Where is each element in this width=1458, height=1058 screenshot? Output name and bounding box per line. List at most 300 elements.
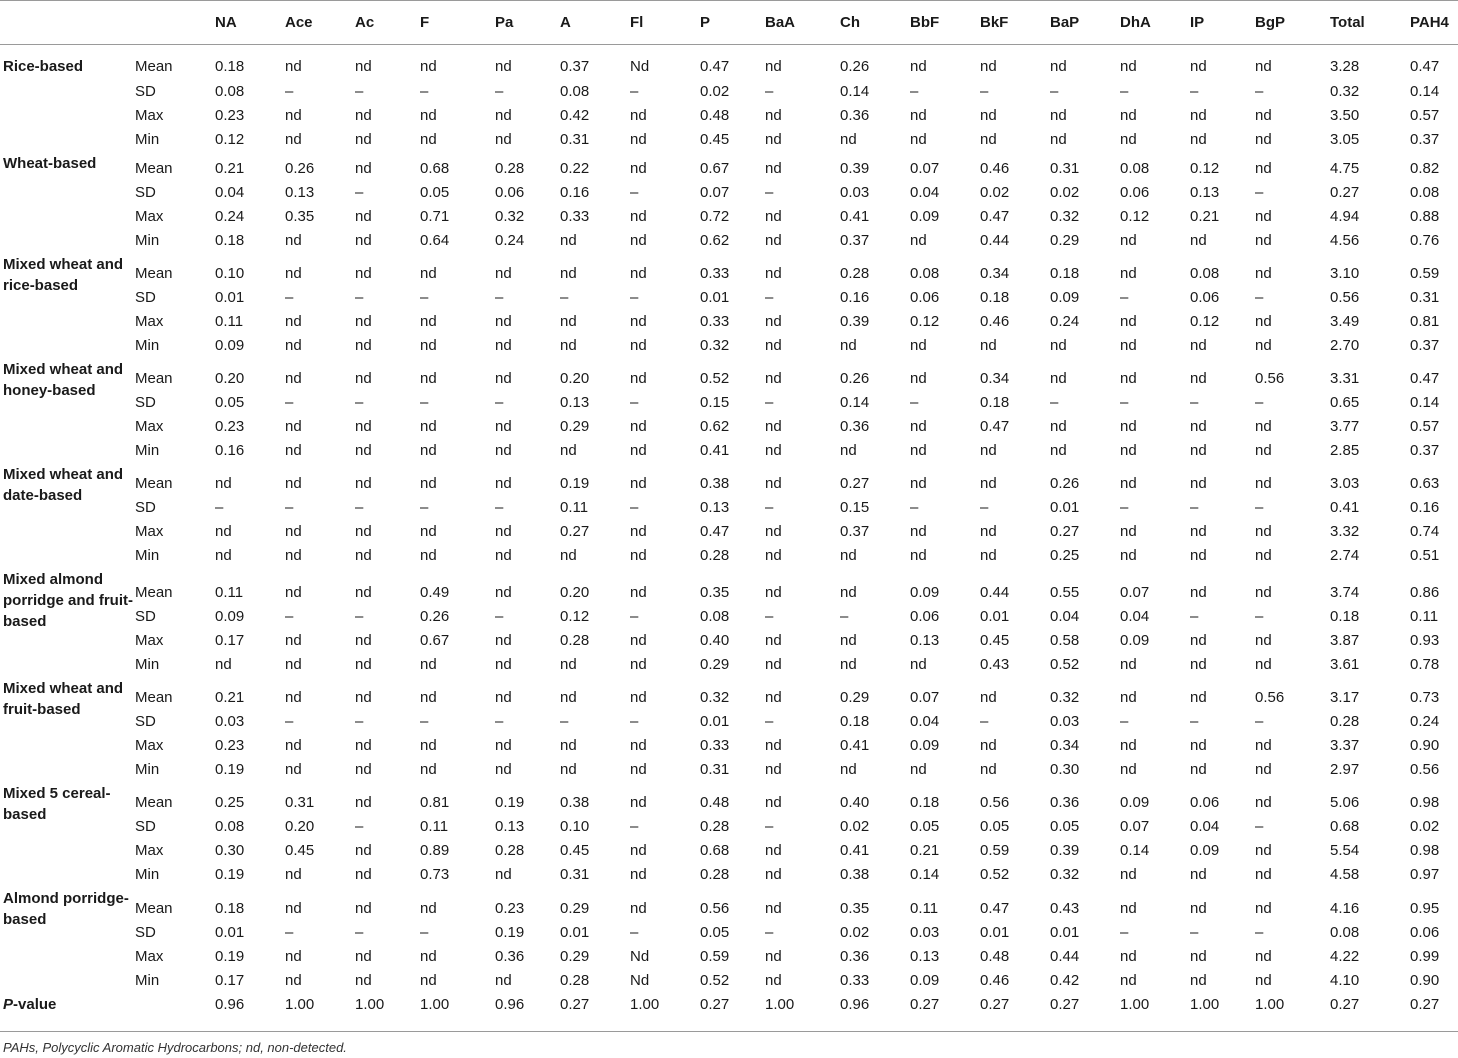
data-cell: nd	[1120, 441, 1137, 459]
data-cell: nd	[420, 688, 437, 706]
data-cell: nd	[1190, 631, 1207, 649]
data-cell: 0.10	[560, 817, 590, 835]
data-cell: 0.18	[215, 899, 245, 917]
data-cell: –	[495, 393, 504, 411]
data-cell: nd	[1120, 106, 1137, 124]
data-cell: nd	[420, 336, 437, 354]
data-cell: 0.32	[495, 207, 525, 225]
data-cell: nd	[910, 231, 927, 249]
stat-label: Mean	[135, 899, 173, 917]
data-cell: nd	[420, 736, 437, 754]
data-cell: –	[765, 183, 774, 201]
data-cell: 0.19	[495, 923, 525, 941]
data-cell: 4.10	[1330, 971, 1360, 989]
data-cell: 0.41	[700, 441, 730, 459]
group-label: Mixed wheat and honey-based	[3, 360, 124, 399]
data-cell: 0.25	[215, 793, 245, 811]
table-row	[0, 735, 1458, 759]
data-cell: nd	[1255, 631, 1272, 649]
pvalue-cell: 1.00	[285, 995, 315, 1013]
data-cell: 0.62	[700, 417, 730, 435]
data-cell: 0.34	[980, 369, 1010, 387]
data-cell: 0.16	[215, 441, 245, 459]
data-cell: nd	[630, 865, 647, 883]
data-cell: –	[1255, 817, 1264, 835]
data-cell: 0.16	[560, 183, 590, 201]
data-cell: –	[285, 607, 294, 625]
data-cell: nd	[1120, 865, 1137, 883]
data-cell: 0.35	[285, 207, 315, 225]
data-cell: nd	[1190, 655, 1207, 673]
data-cell: 0.13	[285, 183, 315, 201]
data-cell: nd	[1255, 546, 1272, 564]
data-cell: –	[1120, 393, 1129, 411]
data-cell: nd	[840, 130, 857, 148]
data-cell: nd	[630, 264, 647, 282]
data-cell: 0.39	[840, 312, 870, 330]
table-row	[0, 287, 1458, 311]
column-header: BbF	[910, 14, 940, 31]
data-cell: 0.36	[840, 417, 870, 435]
data-cell: –	[765, 82, 774, 100]
data-cell: nd	[1120, 369, 1137, 387]
data-cell: nd	[420, 417, 437, 435]
data-cell: 0.18	[840, 712, 870, 730]
stat-label: Min	[135, 655, 160, 673]
data-cell: 0.44	[1050, 947, 1080, 965]
data-cell: 0.34	[1050, 736, 1080, 754]
data-cell: –	[980, 82, 989, 100]
data-cell: nd	[495, 522, 512, 540]
data-cell: nd	[765, 583, 782, 601]
column-header: A	[560, 14, 571, 31]
column-header: BaP	[1050, 14, 1080, 31]
data-cell: nd	[980, 522, 997, 540]
data-cell: –	[1255, 288, 1264, 306]
data-cell: nd	[420, 106, 437, 124]
data-cell: 0.82	[1410, 159, 1440, 177]
data-cell: nd	[1190, 336, 1207, 354]
data-cell: 0.32	[700, 336, 730, 354]
data-cell: –	[1255, 82, 1264, 100]
data-cell: nd	[355, 58, 372, 75]
data-cell: nd	[1190, 231, 1207, 249]
data-cell: –	[1255, 498, 1264, 516]
data-cell: nd	[1120, 947, 1137, 965]
data-cell: nd	[1120, 130, 1137, 148]
data-cell: nd	[495, 58, 512, 75]
data-cell: nd	[420, 474, 437, 492]
stat-label: SD	[135, 923, 156, 941]
stat-label: Max	[135, 417, 164, 435]
data-cell: 0.68	[1330, 817, 1360, 835]
data-cell: 0.47	[980, 899, 1010, 917]
data-cell: 0.09	[910, 971, 940, 989]
table-row	[0, 464, 1458, 497]
data-cell: 3.49	[1330, 312, 1360, 330]
stat-label: SD	[135, 288, 156, 306]
data-cell: 0.43	[980, 655, 1010, 673]
stat-label: Mean	[135, 58, 173, 75]
data-cell: 3.32	[1330, 522, 1360, 540]
data-cell: nd	[1190, 947, 1207, 965]
data-cell: nd	[1190, 58, 1207, 75]
data-cell: nd	[285, 631, 302, 649]
data-cell: 0.17	[215, 971, 245, 989]
data-cell: 3.37	[1330, 736, 1360, 754]
pvalue-label-rest: -value	[13, 995, 57, 1013]
stat-label: Max	[135, 947, 164, 965]
data-cell: 0.32	[1050, 865, 1080, 883]
data-cell: 0.37	[1410, 336, 1440, 354]
data-cell: 0.47	[700, 522, 730, 540]
group-label: Mixed wheat and fruit-based	[3, 679, 124, 718]
data-cell: –	[1120, 288, 1129, 306]
data-cell: nd	[1120, 688, 1137, 706]
data-cell: nd	[560, 760, 577, 778]
data-cell: nd	[355, 130, 372, 148]
data-cell: nd	[840, 760, 857, 778]
data-cell: 0.19	[560, 474, 590, 492]
pvalue-cell: 1.00	[355, 995, 385, 1013]
data-cell: 0.06	[1120, 183, 1150, 201]
data-cell: 0.25	[1050, 546, 1080, 564]
data-cell: nd	[420, 546, 437, 564]
group-label: Mixed wheat and date-based	[3, 465, 124, 504]
data-cell: 0.81	[1410, 312, 1440, 330]
data-cell: nd	[355, 899, 372, 917]
pvalue-cell: 0.96	[215, 995, 245, 1013]
table-row	[0, 182, 1458, 206]
data-cell: 0.24	[1050, 312, 1080, 330]
column-header: Ac	[355, 14, 375, 31]
data-cell: nd	[765, 899, 782, 917]
data-cell: 0.11	[560, 498, 589, 516]
data-cell: 0.48	[980, 947, 1010, 965]
data-cell: nd	[765, 264, 782, 282]
data-cell: 0.62	[700, 231, 730, 249]
column-header: NA	[215, 14, 237, 31]
data-cell: –	[1050, 393, 1059, 411]
data-cell: 0.47	[980, 417, 1010, 435]
data-cell: 0.28	[840, 264, 870, 282]
data-cell: –	[1050, 82, 1059, 100]
data-cell: nd	[285, 106, 302, 124]
group-label: Rice-based	[3, 58, 84, 75]
data-cell: 0.46	[980, 159, 1010, 177]
data-cell: 0.12	[560, 607, 590, 625]
table-row	[0, 129, 1458, 153]
data-cell: nd	[980, 736, 997, 754]
data-cell: 0.01	[215, 288, 245, 306]
data-cell: 0.01	[980, 607, 1010, 625]
data-cell: 0.04	[1190, 817, 1220, 835]
data-cell: nd	[495, 631, 512, 649]
data-cell: 0.65	[1330, 393, 1360, 411]
data-cell: nd	[285, 947, 302, 965]
data-cell: 3.05	[1330, 130, 1360, 148]
data-cell: nd	[355, 417, 372, 435]
data-cell: 0.33	[840, 971, 870, 989]
data-cell: –	[1120, 923, 1129, 941]
data-cell: nd	[215, 655, 232, 673]
data-cell: nd	[765, 631, 782, 649]
data-cell: –	[420, 712, 429, 730]
data-cell: 0.31	[285, 793, 315, 811]
data-cell: 0.31	[560, 865, 590, 883]
data-cell: nd	[285, 736, 302, 754]
data-cell: nd	[765, 688, 782, 706]
data-cell: nd	[1120, 264, 1137, 282]
data-cell: –	[765, 498, 774, 516]
data-cell: nd	[765, 207, 782, 225]
group-label: Almond porridge-based	[3, 889, 129, 928]
data-cell: nd	[355, 369, 372, 387]
data-cell: nd	[1120, 336, 1137, 354]
stat-label: Min	[135, 760, 160, 778]
data-cell: 0.43	[1050, 899, 1080, 917]
data-cell: 0.41	[840, 736, 870, 754]
data-cell: 0.09	[910, 736, 940, 754]
table-row	[0, 230, 1458, 254]
data-cell: nd	[910, 522, 927, 540]
data-cell: –	[285, 923, 294, 941]
data-cell: nd	[355, 106, 372, 124]
data-cell: –	[630, 393, 639, 411]
header-row	[0, 1, 1458, 45]
data-cell: 0.23	[215, 106, 245, 124]
table-row	[0, 606, 1458, 630]
data-cell: 0.21	[215, 688, 245, 706]
data-cell: 0.27	[560, 522, 590, 540]
data-cell: 0.19	[215, 947, 245, 965]
data-cell: 0.37	[560, 58, 590, 75]
data-cell: 0.73	[1410, 688, 1440, 706]
data-cell: 0.32	[1330, 82, 1360, 100]
data-cell: nd	[355, 760, 372, 778]
stat-label: SD	[135, 498, 156, 516]
data-cell: nd	[980, 474, 997, 492]
data-cell: nd	[630, 130, 647, 148]
data-cell: nd	[285, 58, 302, 75]
data-cell: 0.28	[1330, 712, 1360, 730]
data-cell: nd	[630, 631, 647, 649]
data-cell: 0.01	[1050, 923, 1080, 941]
data-cell: nd	[1120, 655, 1137, 673]
data-cell: nd	[355, 865, 372, 883]
data-cell: nd	[765, 336, 782, 354]
data-cell: 0.01	[560, 923, 590, 941]
data-cell: nd	[980, 336, 997, 354]
data-cell: nd	[420, 947, 437, 965]
data-cell: nd	[980, 546, 997, 564]
data-cell: nd	[840, 441, 857, 459]
data-cell: 3.28	[1330, 58, 1360, 75]
stat-label: Mean	[135, 369, 173, 387]
data-cell: nd	[355, 583, 372, 601]
data-cell: nd	[765, 474, 782, 492]
data-cell: 0.46	[980, 971, 1010, 989]
data-cell: –	[1190, 498, 1199, 516]
data-cell: nd	[765, 106, 782, 124]
data-cell: –	[560, 712, 569, 730]
data-cell: 0.98	[1410, 793, 1440, 811]
table-row	[0, 153, 1458, 182]
data-cell: 0.09	[215, 336, 245, 354]
data-cell: 0.46	[980, 312, 1010, 330]
data-cell: nd	[840, 631, 857, 649]
data-cell: 0.09	[1120, 631, 1150, 649]
data-cell: –	[630, 607, 639, 625]
data-cell: 4.58	[1330, 865, 1360, 883]
data-cell: –	[355, 393, 364, 411]
data-cell: –	[910, 498, 919, 516]
data-cell: 3.77	[1330, 417, 1360, 435]
header-blank	[135, 1, 215, 45]
data-cell: 0.21	[215, 159, 245, 177]
data-cell: 0.07	[1120, 817, 1150, 835]
data-cell: nd	[1190, 736, 1207, 754]
data-cell: 0.37	[1410, 441, 1440, 459]
data-cell: nd	[1190, 369, 1207, 387]
data-cell: 0.39	[840, 159, 870, 177]
column-header: F	[420, 14, 430, 31]
data-cell: nd	[840, 546, 857, 564]
data-cell: nd	[765, 417, 782, 435]
data-cell: nd	[1190, 546, 1207, 564]
data-cell: 0.03	[215, 712, 245, 730]
data-cell: nd	[1255, 971, 1272, 989]
data-cell: nd	[980, 688, 997, 706]
data-cell: nd	[355, 441, 372, 459]
data-cell: 0.09	[910, 207, 940, 225]
stat-label: Max	[135, 736, 164, 754]
data-cell: nd	[910, 546, 927, 564]
data-cell: –	[630, 82, 639, 100]
data-cell: 0.14	[1120, 841, 1150, 859]
data-cell: 0.29	[560, 417, 590, 435]
data-cell: 0.03	[910, 923, 940, 941]
table-row	[0, 45, 1458, 81]
pvalue-cell: 1.00	[1120, 995, 1150, 1013]
data-cell: nd	[1255, 58, 1272, 75]
data-cell: nd	[980, 58, 997, 75]
data-cell: 0.35	[700, 583, 730, 601]
data-cell: 0.45	[700, 130, 730, 148]
data-cell: 0.13	[560, 393, 590, 411]
data-cell: 0.11	[215, 583, 244, 601]
data-cell: nd	[765, 793, 782, 811]
data-cell: nd	[355, 793, 372, 811]
data-cell: –	[285, 82, 294, 100]
data-cell: 0.03	[840, 183, 870, 201]
data-cell: nd	[1190, 899, 1207, 917]
stat-label: Mean	[135, 793, 173, 811]
data-cell: nd	[285, 865, 302, 883]
stat-label: Max	[135, 631, 164, 649]
pvalue-cell: 1.00	[630, 995, 660, 1013]
data-cell: nd	[765, 736, 782, 754]
data-cell: nd	[1050, 417, 1067, 435]
data-cell: –	[285, 393, 294, 411]
data-cell: nd	[765, 312, 782, 330]
table-row	[0, 630, 1458, 654]
data-cell: –	[630, 183, 639, 201]
data-cell: 0.18	[980, 393, 1010, 411]
data-cell: 4.94	[1330, 207, 1360, 225]
data-cell: nd	[1255, 793, 1272, 811]
data-cell: 4.16	[1330, 899, 1360, 917]
data-cell: 0.28	[700, 546, 730, 564]
data-cell: 0.93	[1410, 631, 1440, 649]
stat-label: SD	[135, 183, 156, 201]
data-cell: nd	[1255, 231, 1272, 249]
data-cell: –	[1255, 712, 1264, 730]
data-cell: 0.26	[1050, 474, 1080, 492]
data-cell: 0.38	[840, 865, 870, 883]
data-cell: nd	[285, 336, 302, 354]
data-cell: –	[495, 82, 504, 100]
data-cell: nd	[1120, 58, 1137, 75]
data-cell: nd	[355, 264, 372, 282]
data-cell: 0.04	[910, 183, 940, 201]
data-cell: nd	[910, 441, 927, 459]
data-cell: nd	[285, 546, 302, 564]
data-cell: 0.08	[1190, 264, 1220, 282]
data-cell: 0.30	[215, 841, 245, 859]
data-cell: 0.36	[1050, 793, 1080, 811]
data-cell: nd	[355, 312, 372, 330]
data-cell: 0.59	[1410, 264, 1440, 282]
data-cell: –	[1190, 82, 1199, 100]
data-cell: 0.36	[495, 947, 525, 965]
data-cell: 0.02	[700, 82, 730, 100]
data-cell: nd	[285, 655, 302, 673]
data-cell: 0.20	[285, 817, 315, 835]
data-cell: nd	[355, 688, 372, 706]
pvalue-cell: 1.00	[1255, 995, 1285, 1013]
bottom-rule	[0, 1031, 1458, 1032]
data-cell: –	[1255, 923, 1264, 941]
pvalue-cell: 0.27	[560, 995, 590, 1013]
data-cell: 0.14	[1410, 393, 1440, 411]
data-cell: nd	[1255, 264, 1272, 282]
data-cell: 0.52	[980, 865, 1010, 883]
data-cell: nd	[980, 130, 997, 148]
data-cell: nd	[1050, 130, 1067, 148]
column-header: Ch	[840, 14, 860, 31]
data-cell: 0.18	[215, 231, 245, 249]
data-cell: 0.07	[910, 159, 940, 177]
data-cell: 0.98	[1410, 841, 1440, 859]
data-cell: nd	[420, 899, 437, 917]
data-cell: –	[560, 288, 569, 306]
data-cell: 0.28	[560, 971, 590, 989]
pvalue-cell: 1.00	[420, 995, 450, 1013]
data-cell: nd	[1190, 583, 1207, 601]
data-cell: –	[630, 288, 639, 306]
data-cell: 3.61	[1330, 655, 1360, 673]
data-cell: nd	[765, 841, 782, 859]
data-cell: 0.41	[840, 207, 870, 225]
data-cell: nd	[355, 159, 372, 177]
header-blank	[0, 1, 135, 45]
data-cell: nd	[1190, 760, 1207, 778]
data-cell: nd	[765, 865, 782, 883]
data-cell: 0.18	[1050, 264, 1080, 282]
data-cell: nd	[355, 546, 372, 564]
data-cell: nd	[495, 688, 512, 706]
